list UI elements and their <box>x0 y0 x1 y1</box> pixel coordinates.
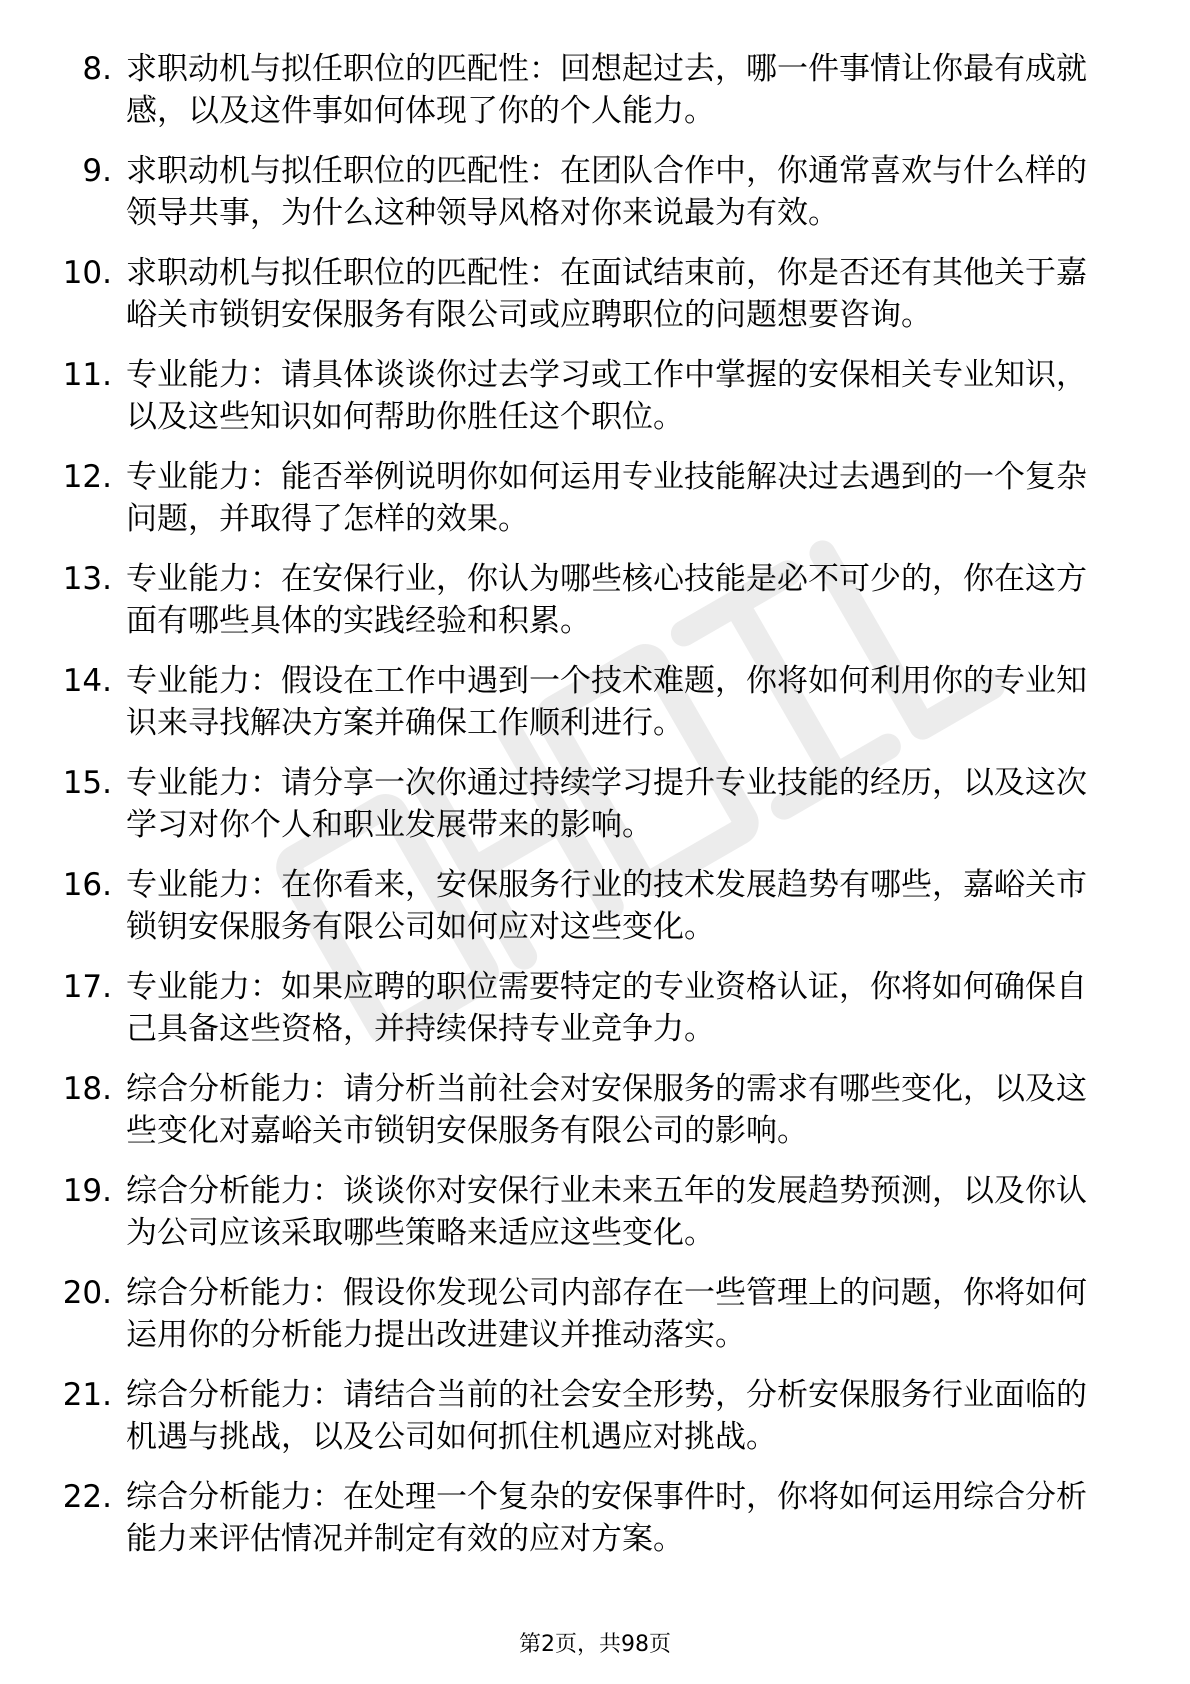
item-number: 11. <box>62 357 112 393</box>
item-number: 12. <box>62 459 112 495</box>
item-text: 综合分析能力：在处理一个复杂的安保事件时，你将如何运用综合分析能力来评估情况并制定有效的应对方案。 <box>126 1479 1087 1557</box>
item-number: 8. <box>82 51 112 87</box>
list-item <box>0 1068 1190 1152</box>
item-text: 求职动机与拟任职位的匹配性：回想起过去，哪一件事情让你最有成就感，以及这件事如何体现了你的个人能力。 <box>126 51 1087 129</box>
item-number: 22. <box>62 1479 112 1515</box>
item-number: 14. <box>62 663 112 699</box>
list-item <box>0 762 1190 846</box>
item-number: 21. <box>62 1377 112 1413</box>
item-text: 求职动机与拟任职位的匹配性：在团队合作中，你通常喜欢与什么样的领导共事，为什么这种领导风格对你来说最为有效。 <box>126 153 1087 231</box>
item-text: 综合分析能力：谈谈你对安保行业未来五年的发展趋势预测，以及你认为公司应该采取哪些策略来适应这些变化。 <box>126 1173 1087 1251</box>
list-item <box>0 252 1190 336</box>
item-number: 9. <box>82 153 112 189</box>
list-item <box>0 1272 1190 1356</box>
list-item <box>0 48 1190 132</box>
item-text: 专业能力：能否举例说明你如何运用专业技能解决过去遇到的一个复杂问题，并取得了怎样的效果。 <box>126 459 1087 537</box>
list-item <box>0 456 1190 540</box>
item-text: 求职动机与拟任职位的匹配性：在面试结束前，你是否还有其他关于嘉峪关市锁钥安保服务有限公司或应聘职位的问题想要咨询。 <box>126 255 1087 333</box>
item-text: 专业能力：请具体谈谈你过去学习或工作中掌握的安保相关专业知识，以及这些知识如何帮助你胜任这个职位。 <box>126 357 1087 435</box>
item-number: 17. <box>62 969 112 1005</box>
item-text: 综合分析能力：假设你发现公司内部存在一些管理上的问题，你将如何运用你的分析能力提出改进建议并推动落实。 <box>126 1275 1087 1353</box>
item-number: 10. <box>62 255 112 291</box>
item-number: 20. <box>62 1275 112 1311</box>
list-item <box>0 354 1190 438</box>
item-text: 综合分析能力：请分析当前社会对安保服务的需求有哪些变化，以及这些变化对嘉峪关市锁钥安保服务有限公司的影响。 <box>126 1071 1087 1149</box>
item-text: 综合分析能力：请结合当前的社会安全形势，分析安保服务行业面临的机遇与挑战，以及公司如何抓住机遇应对挑战。 <box>126 1377 1087 1455</box>
item-number: 16. <box>62 867 112 903</box>
list-item <box>0 660 1190 744</box>
list-item <box>0 558 1190 642</box>
item-text: 专业能力：请分享一次你通过持续学习提升专业技能的经历，以及这次学习对你个人和职业发展带来的影响。 <box>126 765 1087 843</box>
list-item <box>0 1170 1190 1254</box>
list-item <box>0 150 1190 234</box>
page-footer <box>0 1630 1190 1660</box>
question-list <box>0 48 1190 1578</box>
item-text: 专业能力：在安保行业，你认为哪些核心技能是必不可少的，你在这方面有哪些具体的实践经验和积累。 <box>126 561 1087 639</box>
list-item <box>0 1374 1190 1458</box>
list-item <box>0 864 1190 948</box>
list-item <box>0 966 1190 1050</box>
item-number: 18. <box>62 1071 112 1107</box>
item-number: 15. <box>62 765 112 801</box>
item-number: 19. <box>62 1173 112 1209</box>
list-item <box>0 1476 1190 1560</box>
item-text: 专业能力：在你看来，安保服务行业的技术发展趋势有哪些，嘉峪关市锁钥安保服务有限公司如何应对这些变化。 <box>126 867 1087 945</box>
item-text: 专业能力：如果应聘的职位需要特定的专业资格认证，你将如何确保自己具备这些资格，并持续保持专业竞争力。 <box>126 969 1087 1047</box>
item-number: 13. <box>62 561 112 597</box>
page-number-label: 第2页，共98页 <box>519 1632 671 1657</box>
item-text: 专业能力：假设在工作中遇到一个技术难题，你将如何利用你的专业知识来寻找解决方案并确保工作顺利进行。 <box>126 663 1087 741</box>
